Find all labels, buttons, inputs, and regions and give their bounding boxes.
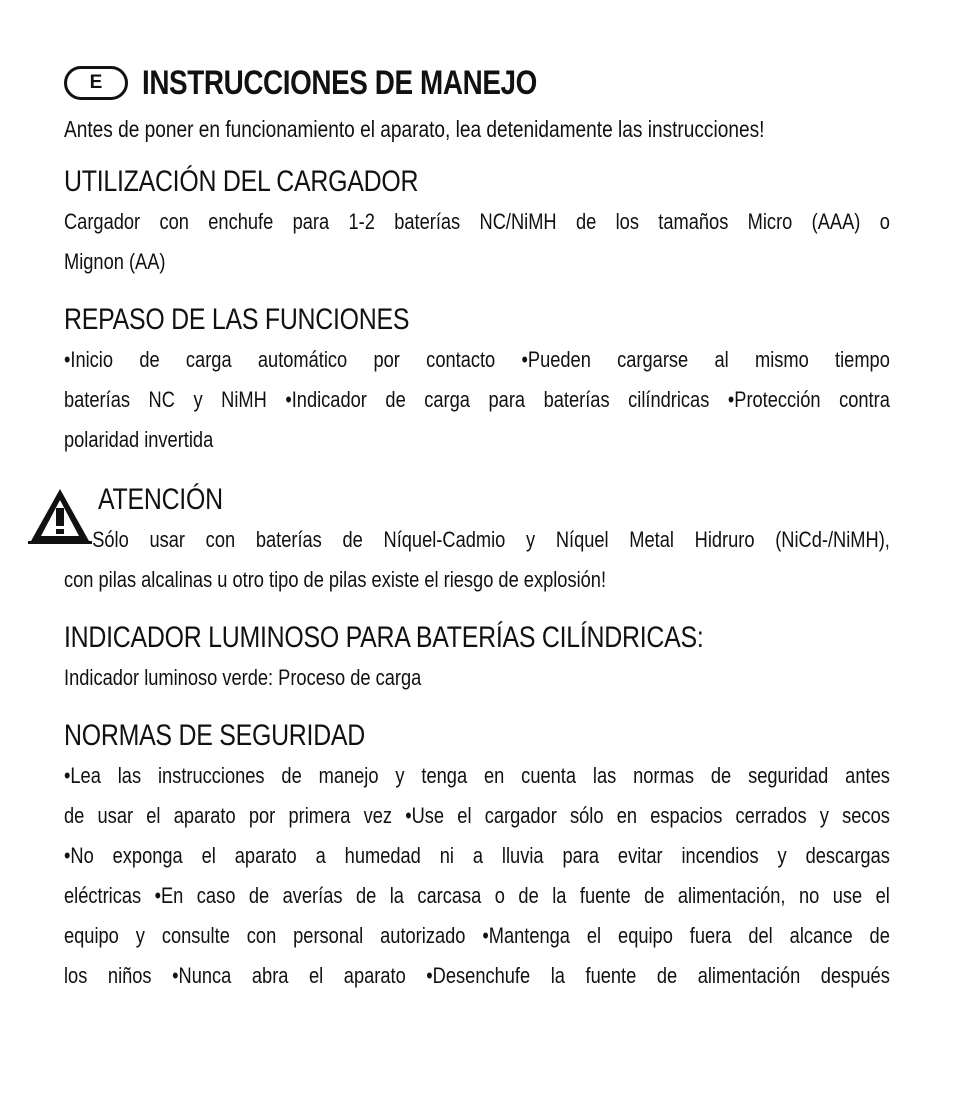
text-line: baterías NC y NiMH •Indicador de carga para baterías cilíndricas •Protección contra: [64, 387, 890, 412]
intro-text: Antes de poner en funcionamiento el aparato, lea detenidamente las instrucciones!: [64, 116, 765, 142]
section-body-atencion: [64, 520, 890, 600]
text-line: polaridad invertida: [64, 427, 214, 452]
text-line: equipo y consulte con personal autorizado •Mantenga el equipo fuera del alcance de: [64, 923, 890, 948]
section-body-seguridad: [64, 756, 890, 996]
page-title: INSTRUCCIONES DE MANEJO: [142, 63, 537, 102]
section-atencion: [64, 480, 890, 600]
section-heading-funciones: REPASO DE LAS FUNCIONES: [64, 303, 410, 336]
section-heading-atencion: ATENCIÓN: [98, 483, 223, 516]
text-line: Cargador con enchufe para 1-2 baterías NC/NiMH de los tamaños Micro (AAA) o: [64, 209, 890, 234]
text-line: los niños •Nunca abra el aparato •Desenchufe la fuente de alimentación después: [64, 963, 890, 988]
document-page: [64, 58, 890, 996]
title-row: [64, 58, 890, 108]
text-line: •No exponga el aparato a humedad ni a lluvia para evitar incendios y descargas: [64, 843, 890, 868]
section-body-funciones: [64, 340, 890, 460]
text-line: de usar el aparato por primera vez •Use el cargador sólo en espacios cerrados y secos: [64, 803, 890, 828]
text-line: Sólo usar con baterías de Níquel-Cadmio y Níquel Metal Hidruro (NiCd-/NiMH),: [92, 527, 890, 552]
language-badge: E: [64, 66, 128, 100]
text-line: Indicador luminoso verde: Proceso de carga: [64, 665, 422, 690]
text-line: •Inicio de carga automático por contacto •Pueden cargarse al mismo tiempo: [64, 347, 890, 372]
section-uso: [64, 162, 890, 282]
text-line: Mignon (AA): [64, 249, 166, 274]
text-line: eléctricas •En caso de averías de la carcasa o de la fuente de alimentación, no use el: [64, 883, 890, 908]
section-heading-seguridad: NORMAS DE SEGURIDAD: [64, 719, 366, 752]
section-body-uso: [64, 202, 890, 282]
section-indicador: [64, 618, 890, 698]
section-heading-uso: UTILIZACIÓN DEL CARGADOR: [64, 165, 419, 198]
text-line: •Lea las instrucciones de manejo y tenga en cuenta las normas de seguridad antes: [64, 763, 890, 788]
section-seguridad: [64, 716, 890, 996]
section-funciones: [64, 300, 890, 460]
section-body-indicador: [64, 658, 890, 698]
text-line: con pilas alcalinas u otro tipo de pilas existe el riesgo de explosión!: [64, 567, 607, 592]
section-heading-indicador: INDICADOR LUMINOSO PARA BATERÍAS CILÍNDRICAS:: [64, 621, 704, 654]
